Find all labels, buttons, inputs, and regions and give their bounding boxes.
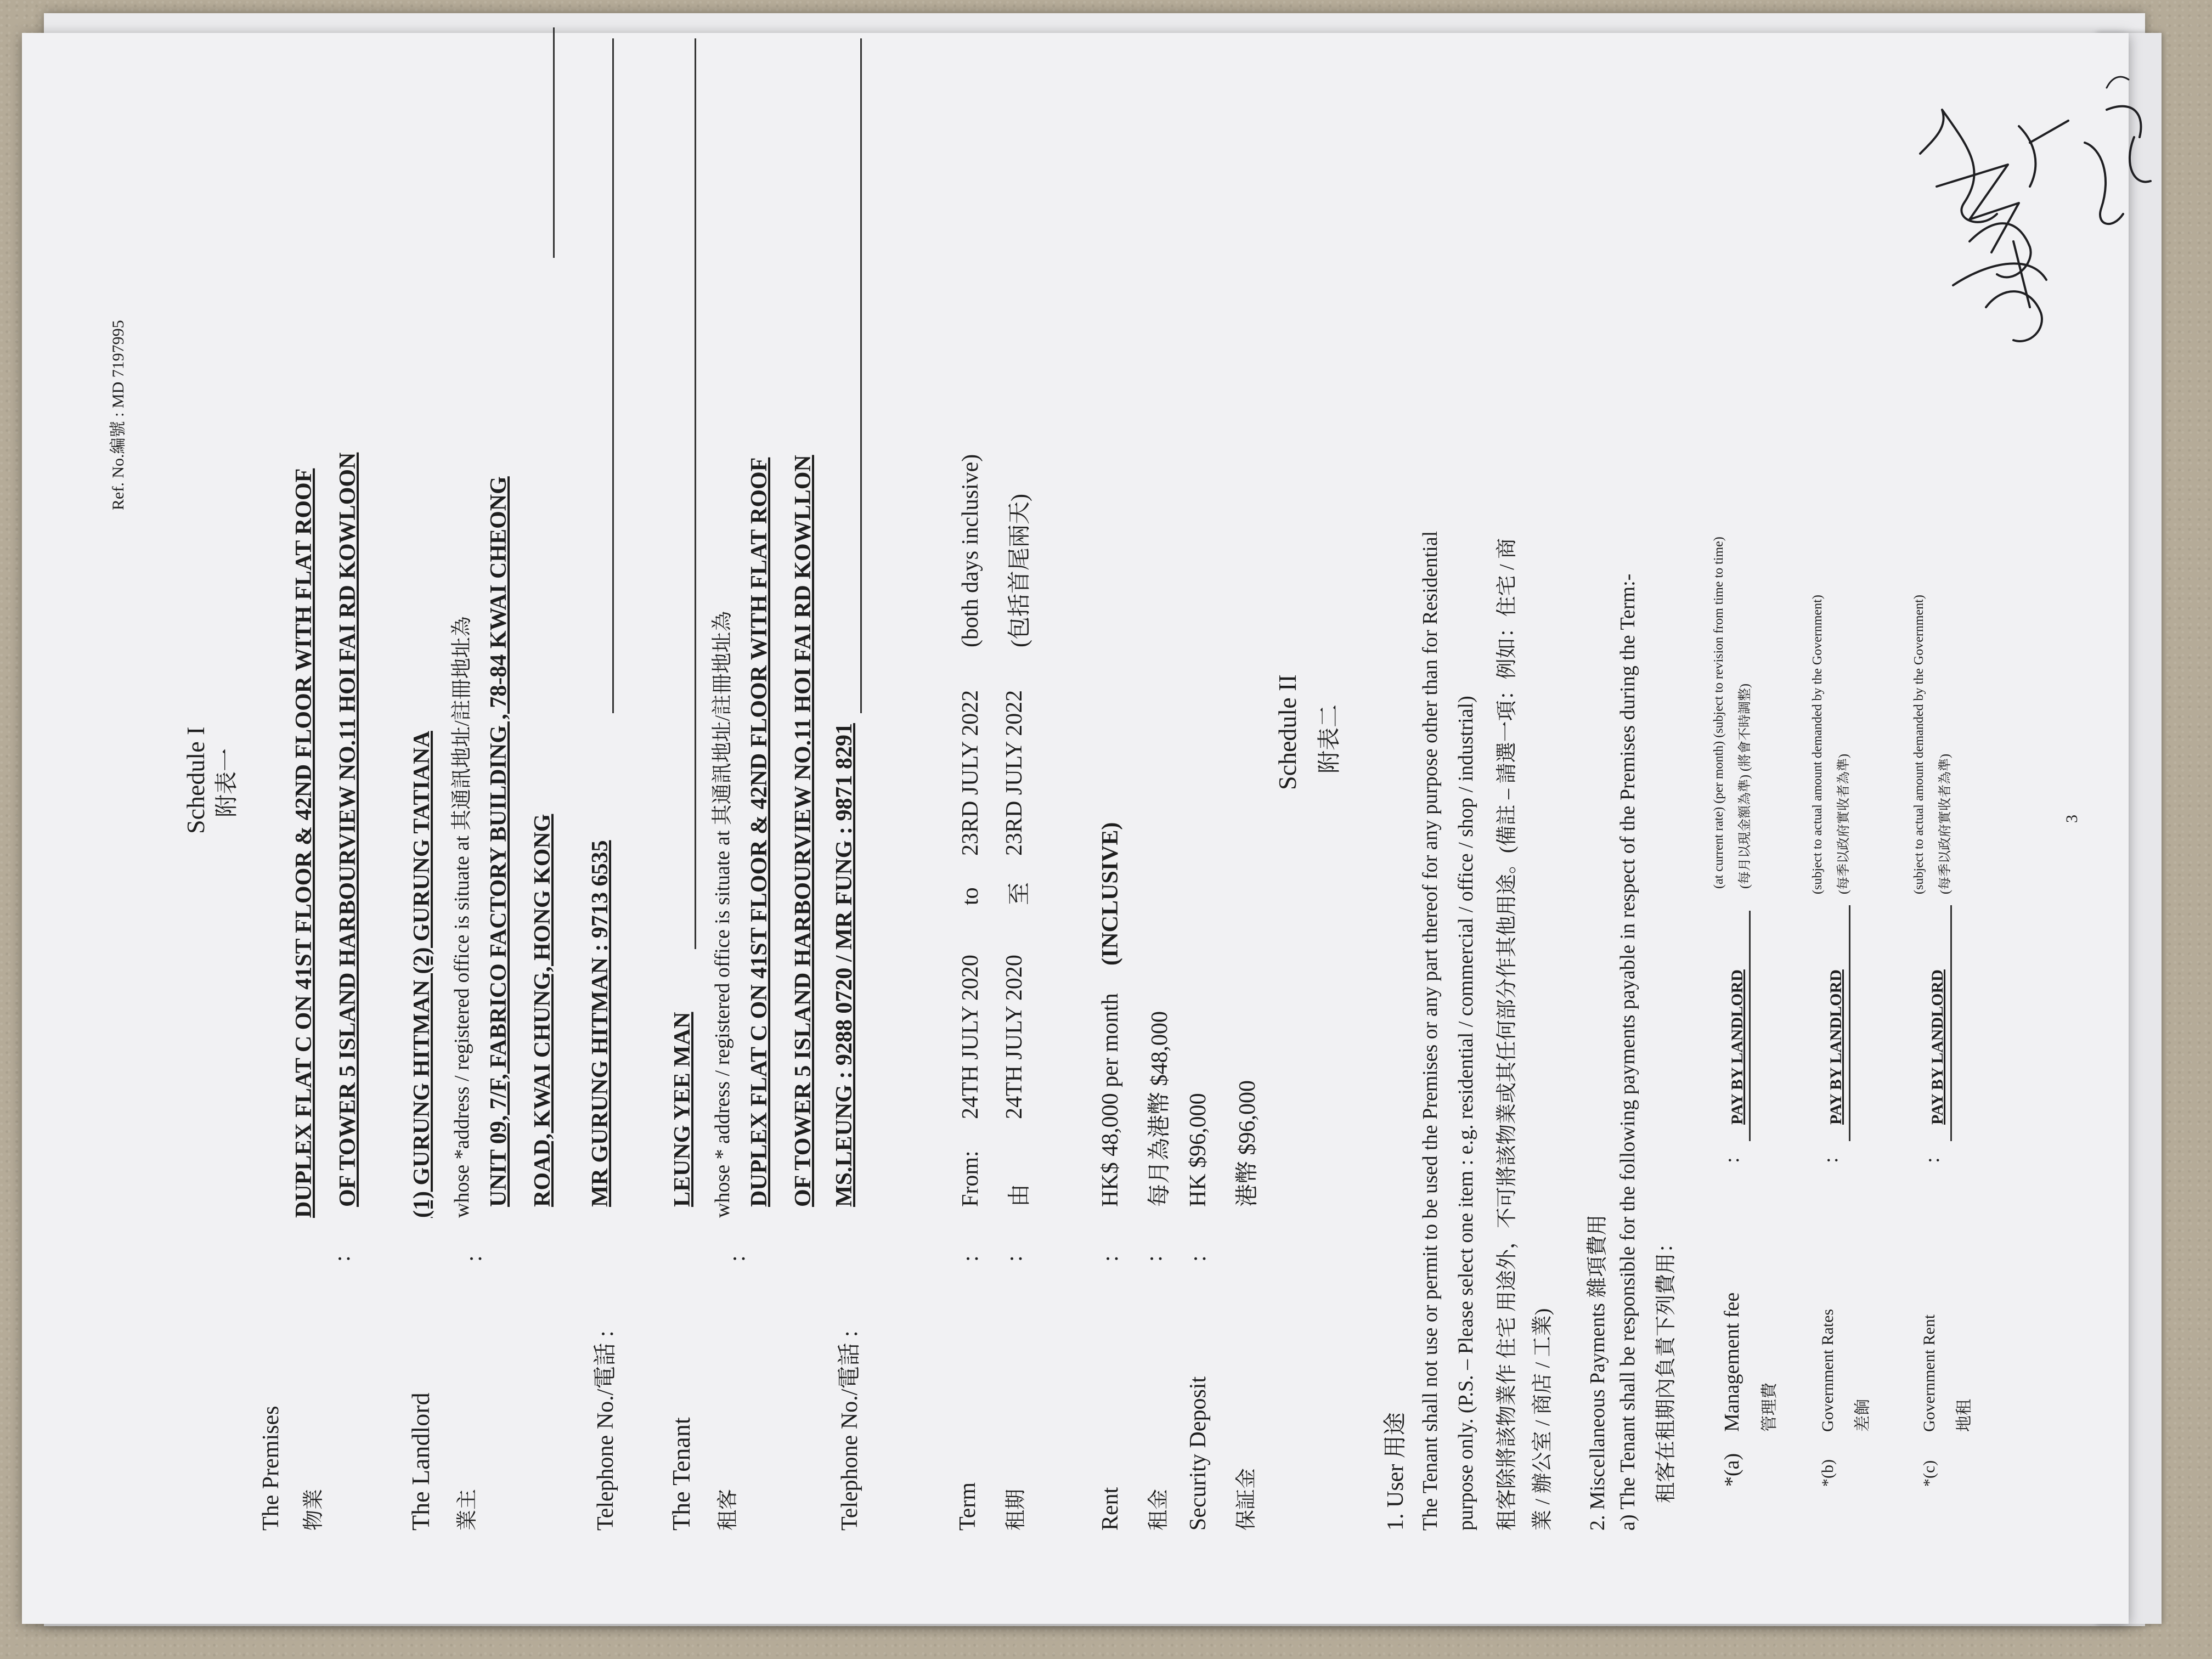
term-from-date-cn: 24TH JULY 2020 — [1002, 955, 1027, 1119]
misc-item-a-label: Management fee — [1720, 1292, 1743, 1432]
misc-item-b-value: PAY BY LANDLORD — [1827, 969, 1845, 1125]
misc-item-c-colon: : — [1921, 1157, 1944, 1163]
document-page — [22, 33, 2129, 1624]
term-from-date: 24TH JULY 2020 — [958, 955, 983, 1119]
misc-item-c-label: Government Rent — [1920, 1314, 1938, 1432]
landlord-colon: : — [461, 1255, 487, 1262]
deposit-label: Security Deposit — [1186, 1376, 1211, 1531]
tenant-address-2: OF TOWER 5 ISLAND HARBOURVIEW NO.11 HOI FAI RD KOWLLON — [791, 455, 816, 1207]
misc-item-a-note-cn: (每月以現金額為準) (將會不時調整) — [1738, 684, 1752, 889]
misc-intro-cn: 租客在租期內負責下列費用： — [1655, 1232, 1678, 1503]
rent-colon-cn: : — [1142, 1255, 1167, 1262]
rent-colon: : — [1098, 1255, 1123, 1262]
deposit-value-cn: 港幣 $96,000 — [1235, 1080, 1260, 1207]
misc-item-a-note: (at current rate) (per month) (subject to revision from time to time) — [1712, 537, 1726, 889]
misc-item-c-value: PAY BY LANDLORD — [1928, 969, 1946, 1125]
tenant-tel-rule — [860, 38, 862, 713]
premises-line-1: DUPLEX FLAT C ON 41ST FLOOR & 42ND FLOOR WITH FLAT ROOF — [291, 468, 317, 1218]
rent-value: HK$ 48,000 per month — [1098, 993, 1123, 1207]
user-line-4: 業 / 辦公室 / 商店 / 工業) — [1531, 1308, 1554, 1531]
term-colon: : — [958, 1255, 983, 1262]
page-content — [22, 33, 2129, 1613]
term-to-date: 23RD JULY 2022 — [958, 690, 983, 856]
term-note-cn: (包括首尾兩天) — [1007, 494, 1032, 647]
term-to-label-cn: 至 — [1007, 882, 1032, 905]
page-number: 3 — [2063, 815, 2081, 823]
term-to-label: to — [958, 887, 983, 905]
misc-item-b-note: (subject to actual amount demanded by the Government) — [1810, 595, 1825, 894]
schedule-2-title-cn: 附表二 — [1317, 704, 1342, 774]
misc-item-b-note-cn: (每季以政府實收者為準) — [1837, 754, 1851, 894]
misc-item-c-label-cn: 地租 — [1955, 1399, 1973, 1432]
rent-inclusive: (INCLUSIVE) — [1098, 822, 1123, 966]
landlord-tel: MR GURUNG HITMAN : 9713 6535 — [588, 840, 613, 1207]
misc-item-a-code: *(a) — [1720, 1453, 1743, 1487]
misc-item-a-rule — [1749, 911, 1751, 1141]
misc-item-b-rule — [1849, 905, 1850, 1141]
landlord-label: The Landlord — [407, 1392, 435, 1531]
user-line-2: purpose only. (P.S. – Please select one item : e.g. residential / commercial / office / shop / industrial) — [1454, 696, 1477, 1531]
ref-number: Ref. No.編號 : MD 7197995 — [109, 320, 127, 510]
landlord-tel-rule — [612, 38, 614, 713]
tenant-name: LEUNG YEE MAN — [670, 1012, 695, 1207]
tenant-colon: : — [725, 1255, 750, 1262]
landlord-tel-label: Telephone No./電話 : — [593, 1330, 618, 1531]
tenant-tel: MS.LEUNG : 9288 0720 / MR FUNG : 9871 8291 — [832, 723, 857, 1207]
schedule-1-title: Schedule I — [182, 726, 210, 834]
landlord-names: (1) GURUNG HITMAN (2) GURUNG TATIANA — [409, 731, 435, 1218]
term-label: Term — [955, 1482, 980, 1531]
term-from-label-cn: 由 — [1007, 1183, 1032, 1207]
handwritten-mark — [2101, 66, 2134, 99]
rent-label: Rent — [1098, 1487, 1123, 1531]
tenant-tel-label: Telephone No./電話 : — [837, 1330, 862, 1531]
handwritten-signature — [1904, 77, 2167, 384]
term-note: (both days inclusive) — [958, 454, 983, 647]
misc-item-b-label: Government Rates — [1819, 1308, 1837, 1432]
tenant-label-cn: 租客 — [716, 1488, 740, 1531]
schedule-2-title: Schedule II — [1273, 674, 1301, 790]
term-colon-cn: : — [1002, 1255, 1027, 1262]
misc-item-b-code: *(b) — [1819, 1459, 1837, 1487]
schedule-1-title-cn: 附表一 — [215, 748, 240, 817]
misc-item-c-note-cn: (每季以政府實收者為準) — [1938, 754, 1953, 894]
tenant-name-rule — [695, 38, 696, 949]
tenant-address-intro: whose * address / registered office is situate at 其通訊地址/註冊地址為 — [711, 611, 734, 1218]
premises-colon: : — [330, 1255, 355, 1262]
user-line-3: 租客除將該物業作 住宅 用途外，不可將該物業或其任何部分作其他用途。(備註 – 請選一項：例如：住宅 / 商 — [1496, 538, 1519, 1531]
misc-item-a-colon: : — [1720, 1157, 1743, 1163]
landlord-address-intro: whose *address / registered office is situate at 其通訊地址/註冊地址為 — [450, 616, 473, 1218]
landlord-address-rule — [553, 27, 555, 258]
rent-label-cn: 租金 — [1147, 1488, 1170, 1531]
landlord-address-2: ROAD, KWAI CHUNG, HONG KONG — [530, 814, 555, 1207]
misc-item-c-code: *(c) — [1920, 1460, 1938, 1487]
misc-intro: a) The Tenant shall be responsible for the following payments payable in respect of the Premises during the Term:- — [1616, 573, 1639, 1531]
term-label-cn: 租期 — [1005, 1488, 1028, 1531]
premises-label-cn: 物業 — [302, 1488, 325, 1531]
misc-item-a-label-cn: 管理費 — [1760, 1383, 1779, 1432]
misc-item-a-value: PAY BY LANDLORD — [1728, 969, 1746, 1125]
misc-heading: 2. Miscellaneous Payments 雜項費用 — [1586, 1214, 1609, 1531]
tenant-address-1: DUPLEX FLAT C ON 41ST FLOOR & 42ND FLOOR WITH FLAT ROOF — [747, 457, 772, 1207]
user-line-1: The Tenant shall not use or permit to be used the Premises or any part thereof for any purpose other than for Residential — [1419, 531, 1442, 1531]
deposit-colon: : — [1186, 1255, 1211, 1262]
misc-item-b-label-cn: 差餉 — [1854, 1399, 1872, 1432]
misc-item-c-note: (subject to actual amount demanded by the Government) — [1912, 595, 1926, 894]
term-to-date-cn: 23RD JULY 2022 — [1002, 690, 1027, 856]
rent-value-cn: 每月為港幣 $48,000 — [1147, 1011, 1172, 1207]
term-from-label: From: — [958, 1150, 983, 1207]
landlord-address-1: UNIT 09, 7/F, FABRICO FACTORY BUILDING , 78-84 KWAI CHEONG — [486, 476, 511, 1207]
deposit-label-cn: 保証金 — [1235, 1468, 1258, 1531]
user-heading: 1. User 用途 — [1383, 1412, 1408, 1531]
landlord-label-cn: 業主 — [456, 1488, 479, 1531]
deposit-value: HK $96,000 — [1186, 1093, 1211, 1207]
tenant-label: The Tenant — [667, 1417, 695, 1531]
misc-item-b-colon: : — [1819, 1157, 1842, 1163]
premises-line-2: OF TOWER 5 ISLAND HARBOURVIEW NO.11 HOI FAI RD KOWLOON — [335, 452, 360, 1207]
premises-label: The Premises — [258, 1406, 284, 1531]
misc-item-c-rule — [1950, 905, 1952, 1141]
